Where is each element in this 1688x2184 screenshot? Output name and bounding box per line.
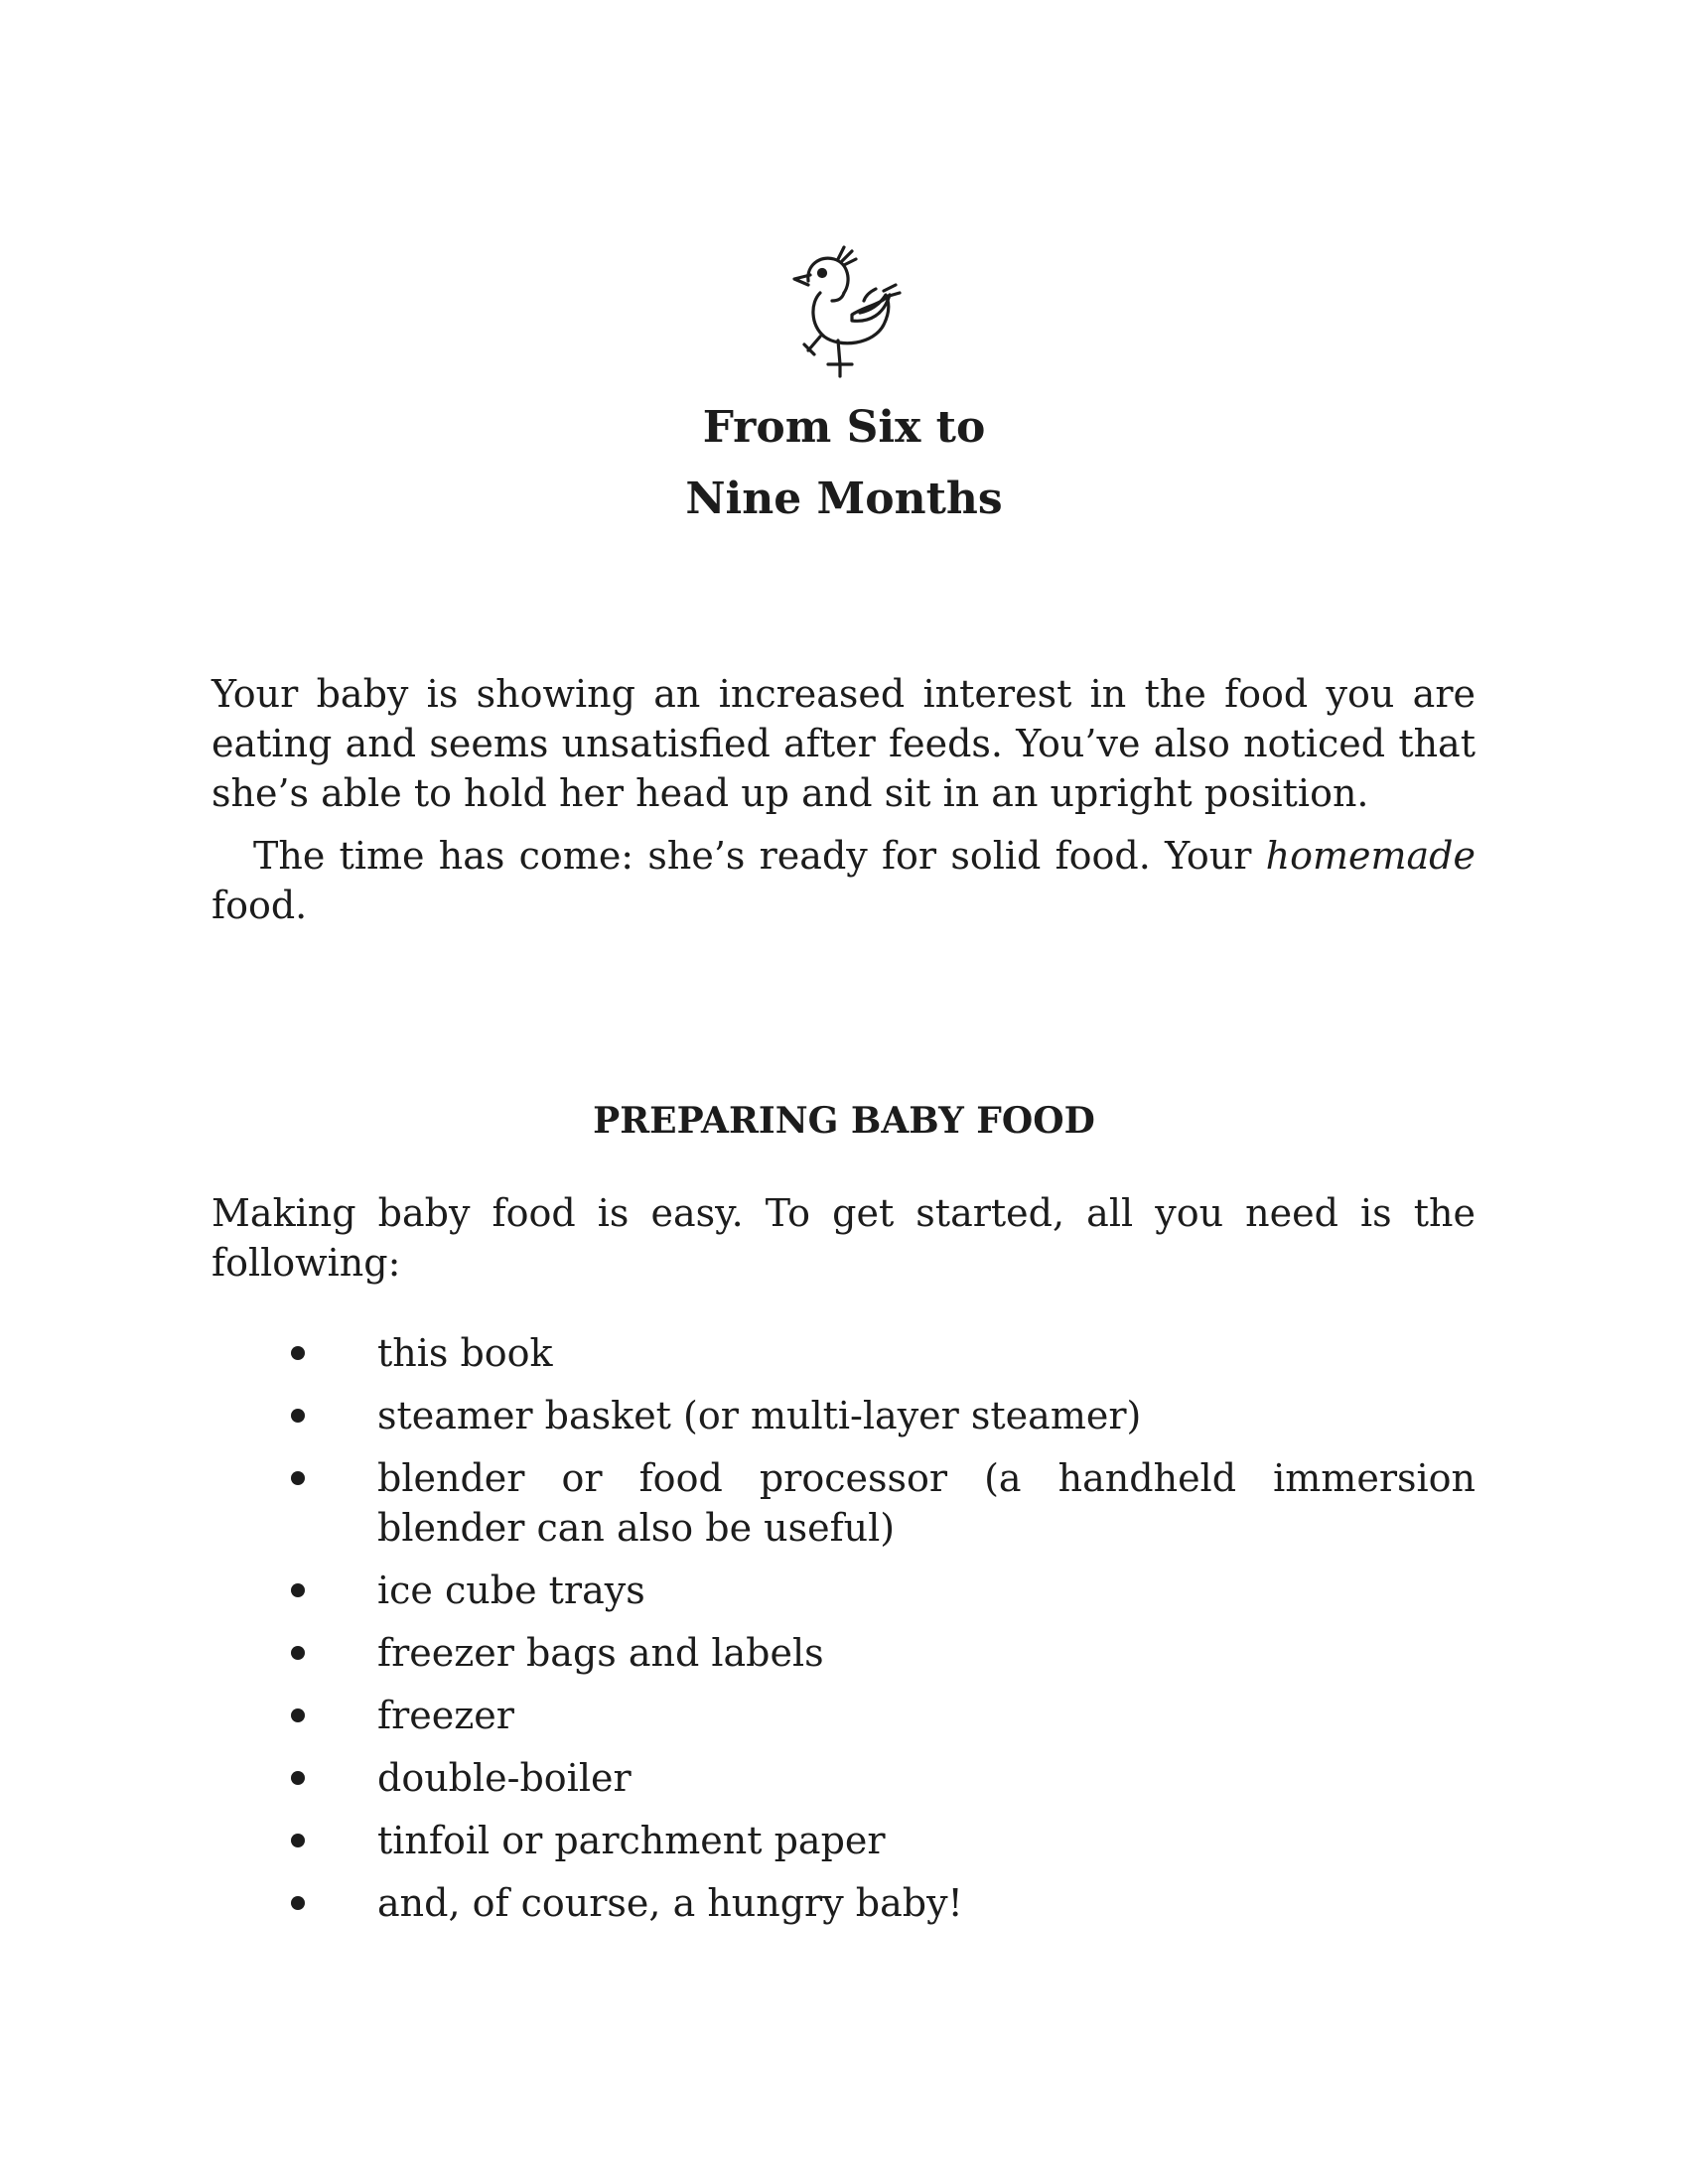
- bullet-icon: [291, 1834, 305, 1847]
- list-item: [211, 1328, 1476, 1378]
- list-item-text: and, of course, a hungry baby!: [377, 1881, 963, 1925]
- list-item-text: ice cube trays: [377, 1569, 645, 1612]
- chapter-title: [0, 392, 1688, 535]
- homemade-emphasis: homemade: [1265, 834, 1476, 878]
- list-item-text: blender or food processor (a handheld immersion blender can also be useful): [377, 1456, 1476, 1550]
- section-heading: PREPARING BABY FOOD: [593, 1100, 1095, 1142]
- bullet-icon: [291, 1346, 305, 1360]
- list-item: [211, 1566, 1476, 1615]
- intro-paragraph-2-start: The time has come: she’s ready for solid food. Your: [253, 834, 1266, 878]
- list-item: [211, 1753, 1476, 1803]
- chick-icon: [780, 241, 910, 380]
- bullet-icon: [291, 1646, 305, 1660]
- chapter-title-line1: From Six to: [702, 402, 986, 453]
- list-item-text: freezer: [377, 1694, 514, 1737]
- section-intro: Making baby food is easy. To get started, all you need is the following:: [211, 1191, 1476, 1285]
- list-item: [211, 1878, 1476, 1928]
- list-item-text: double-boiler: [377, 1756, 632, 1800]
- list-item-text: this book: [377, 1331, 553, 1375]
- intro-paragraph-2: [211, 831, 1476, 930]
- list-item-text: steamer basket (or multi-layer steamer): [377, 1394, 1142, 1437]
- list-item: [211, 1691, 1476, 1740]
- bullet-icon: [291, 1471, 305, 1485]
- chapter-title-line2: Nine Months: [685, 474, 1003, 524]
- intro-paragraph-2-end: food.: [211, 884, 308, 927]
- list-item: [211, 1628, 1476, 1678]
- bullet-icon: [291, 1896, 305, 1910]
- list-item: [211, 1816, 1476, 1865]
- intro-text: [211, 669, 1476, 930]
- list-item: [211, 1453, 1476, 1553]
- bullet-icon: [291, 1771, 305, 1785]
- bullet-icon: [291, 1409, 305, 1423]
- equipment-list: [211, 1328, 1476, 1941]
- bullet-icon: [291, 1583, 305, 1597]
- intro-paragraph-1: Your baby is showing an increased interest in the food you are eating and seems unsatisfied after feeds. You’ve also noticed that she’s able to hold her head up and sit in an upright position.: [211, 672, 1476, 815]
- list-item-text: tinfoil or parchment paper: [377, 1819, 886, 1862]
- bullet-icon: [291, 1708, 305, 1722]
- list-item-text: freezer bags and labels: [377, 1631, 824, 1675]
- list-item: [211, 1391, 1476, 1440]
